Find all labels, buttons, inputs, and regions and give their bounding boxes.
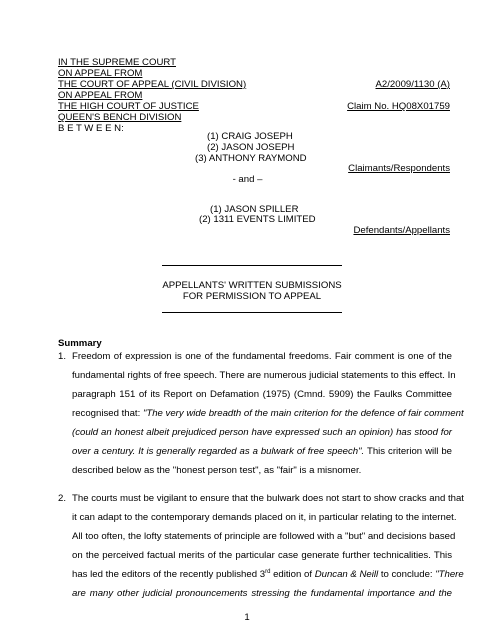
p1-line: Freedom of expression is one of the fundamental freedoms. Fair comment is one of the: [72, 351, 452, 362]
p1-quote: "The very wide breadth of the main criterion for the defence of fair comment: [142, 408, 464, 419]
claimants-role: Claimants/Respondents: [348, 163, 450, 174]
p1-line: [72, 442, 452, 461]
between-label: B E T W E E N:: [58, 123, 124, 134]
p2-superscript: rd: [265, 568, 271, 575]
p1-line: [72, 423, 452, 442]
claim-number: Claim No. HQ08X01759: [347, 101, 450, 112]
document-title-line-1: APPELLANTS' WRITTEN SUBMISSIONS: [162, 280, 342, 291]
appeal-from-1: ON APPEAL FROM: [58, 68, 143, 79]
p2-line: All too often, the lofty statements of principle are followed with a "but" and decisions based: [72, 531, 456, 542]
p2-text: edition of: [270, 569, 315, 580]
p2-quote: "There: [435, 569, 464, 580]
p1-line: fundamental rights of free speech. There are numerous judicial statements to this effect. In: [72, 370, 456, 381]
p2-line: on the perceived factual merits of the particular case generate further technicalities. This: [72, 550, 452, 561]
p2-line: [72, 565, 464, 584]
case-reference: A2/2009/1130 (A): [375, 79, 450, 90]
paragraph-1-number: 1.: [58, 351, 67, 362]
paragraph-1: [72, 347, 464, 480]
p2-text: has led the editors of the recently published 3: [72, 569, 266, 580]
claimant-1: (1) CRAIG JOSEPH: [207, 131, 293, 142]
and-separator: - and –: [232, 174, 263, 185]
division: QUEEN'S BENCH DIVISION: [58, 112, 182, 123]
high-court: THE HIGH COURT OF JUSTICE: [58, 101, 199, 112]
p2-line: [72, 584, 452, 603]
paragraph-2: [72, 489, 464, 603]
paragraph-2-number: 2.: [58, 493, 67, 504]
p2-text: to conclude:: [378, 569, 436, 580]
summary-heading: Summary: [58, 338, 102, 349]
p1-quote: over a century. It is generally regarded as a bulwark of free speech".: [72, 446, 365, 457]
appeal-from-2: ON APPEAL FROM: [58, 90, 143, 101]
p1-line: described below as the "honest person test", as "fair" is a misnomer.: [72, 465, 362, 476]
defendant-1: (1) JASON SPILLER: [210, 204, 299, 215]
court-of-appeal: THE COURT OF APPEAL (CIVIL DIVISION): [58, 79, 247, 90]
claimant-3: (3) ANTHONY RAYMOND: [195, 153, 307, 164]
title-bottom-rule: [162, 312, 342, 313]
title-top-rule: [162, 265, 342, 266]
p1-text: This criterion will be: [364, 446, 452, 457]
court-name: IN THE SUPREME COURT: [58, 57, 176, 68]
p2-quote: are many other judicial pronouncements stressing the fundamental importance and the: [72, 588, 452, 599]
defendant-2: (2) 1311 EVENTS LIMITED: [199, 214, 316, 225]
p1-text: recognised that:: [72, 408, 143, 419]
p2-book-title: Duncan & Neill: [314, 569, 379, 580]
p1-line: [72, 404, 464, 423]
page-number: 1: [244, 612, 250, 623]
p1-quote: (could an honest albeit prejudiced person have expressed such an opinion) has stood for: [72, 427, 452, 438]
p2-line: The courts must be vigilant to ensure that the bulwark does not start to show cracks and that: [72, 493, 464, 504]
claimant-2: (2) JASON JOSEPH: [207, 142, 295, 153]
document-title-line-2: FOR PERMISSION TO APPEAL: [182, 291, 322, 302]
p2-line: it can adapt to the contemporary demands placed on it, in particular relating to the internet.: [72, 512, 457, 523]
defendants-role: Defendants/Appellants: [353, 225, 450, 236]
p1-line: paragraph 151 of its Report on Defamation (1975) (Cmnd. 5909) the Faulks Committee: [72, 389, 452, 400]
